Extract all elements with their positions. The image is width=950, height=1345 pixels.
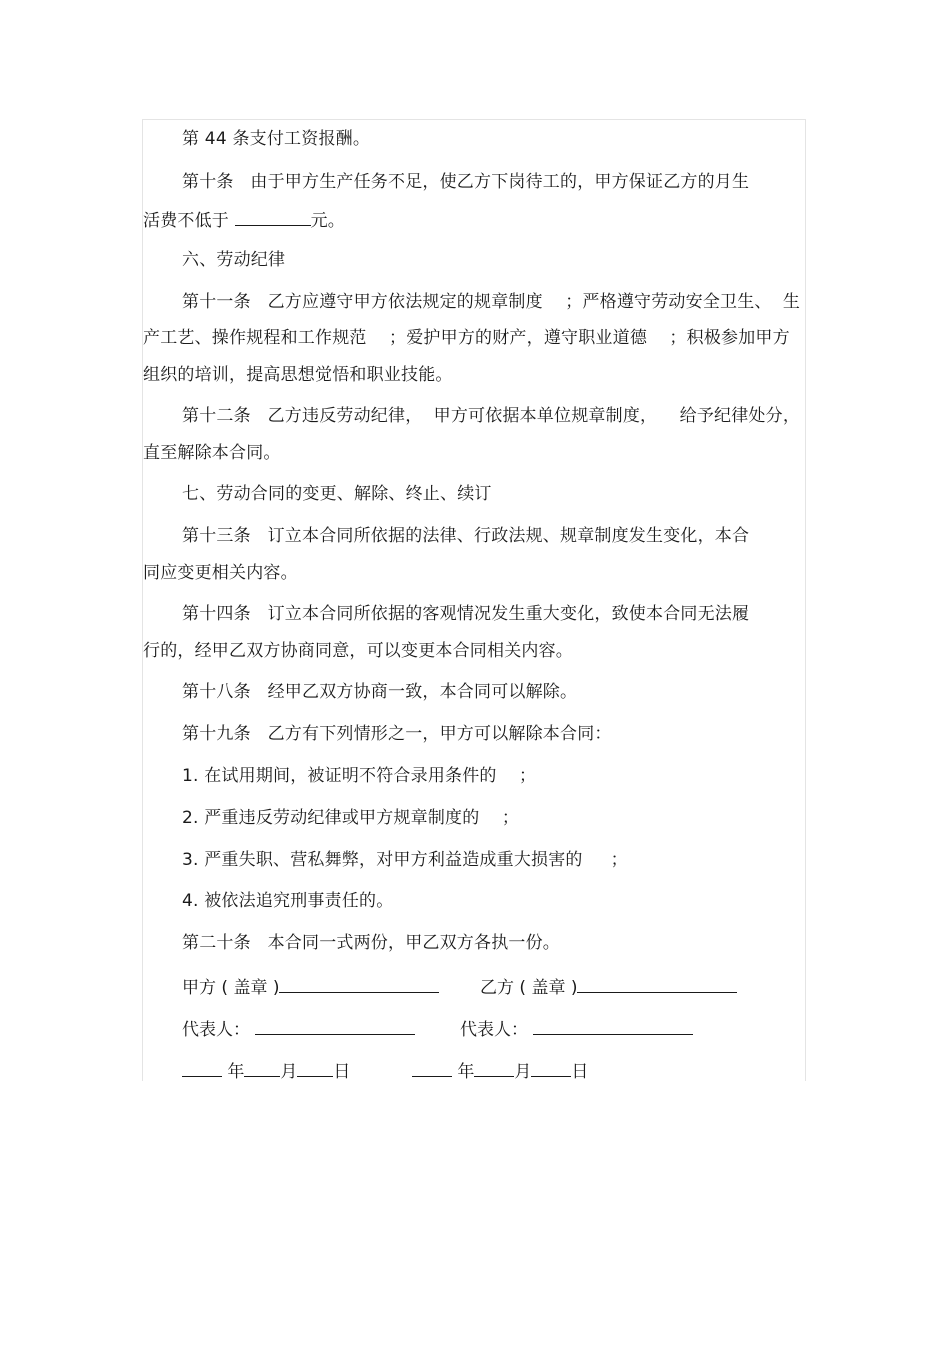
article-10-line-1: 第十条 由于甲方生产任务不足，使乙方下岗待工的，甲方保证乙方的月生 — [182, 172, 750, 192]
rep-a-label: 代表人： — [182, 1020, 250, 1040]
date-b-year-label: 年 — [457, 1062, 475, 1082]
rep-a-row — [182, 1017, 415, 1041]
article-19-line: 第十九条 乙方有下列情形之一，甲方可以解除本合同： — [182, 724, 612, 744]
date-b-month-blank — [474, 1059, 514, 1077]
article-11-line-3: 组织的培训，提高思想觉悟和职业技能。 — [143, 365, 453, 385]
rep-b-label: 代表人： — [460, 1020, 528, 1040]
date-b-row — [412, 1059, 588, 1083]
list-item-4: 4. 被依法追究刑事责任的。 — [182, 891, 394, 911]
date-a-month-blank — [244, 1059, 280, 1077]
section-7-heading: 七、劳动合同的变更、解除、终止、续订 — [182, 484, 492, 504]
date-a-row — [182, 1059, 350, 1083]
rep-a-blank — [255, 1017, 415, 1035]
yuan-unit: 元。 — [310, 211, 346, 231]
article-13-line-2: 同应变更相关内容。 — [143, 563, 298, 583]
date-b-year-blank — [412, 1059, 452, 1077]
party-b-seal-blank — [577, 975, 737, 993]
date-b-day-label: 日 — [571, 1062, 589, 1082]
article-10-line-2 — [143, 208, 345, 232]
article-13-line-1: 第十三条 订立本合同所依据的法律、行政法规、规章制度发生变化，本合 — [182, 526, 750, 546]
article-12-line-2: 直至解除本合同。 — [143, 443, 281, 463]
article-44-line: 第 44 条支付工资报酬。 — [182, 129, 371, 149]
date-a-day-blank — [297, 1059, 333, 1077]
rep-b-row — [460, 1017, 693, 1041]
date-a-day-label: 日 — [333, 1062, 351, 1082]
date-a-year-label: 年 — [227, 1062, 245, 1082]
list-item-1: 1. 在试用期间，被证明不符合录用条件的 ； — [182, 766, 537, 786]
list-item-2: 2. 严重违反劳动纪律或甲方规章制度的 ； — [182, 808, 520, 828]
section-6-heading: 六、劳动纪律 — [182, 250, 286, 270]
article-20-line: 第二十条 本合同一式两份，甲乙双方各执一份。 — [182, 933, 561, 953]
living-cost-label: 活费不低于 — [143, 211, 229, 231]
article-11-line-2: 产工艺、操作规程和工作规范 ；爱护甲方的财产，遵守职业道德 ；积极参加甲方 — [143, 328, 790, 348]
article-11-line-1: 第十一条 乙方应遵守甲方依法规定的规章制度 ；严格遵守劳动安全卫生、 生 — [182, 292, 801, 312]
date-a-month-label: 月 — [280, 1062, 298, 1082]
article-12-line-1: 第十二条 乙方违反劳动纪律， 甲方可依据本单位规章制度， 给予纪律处分， — [182, 406, 801, 426]
date-b-month-label: 月 — [514, 1062, 532, 1082]
party-b-seal-row — [480, 975, 737, 999]
date-b-day-blank — [531, 1059, 571, 1077]
party-a-seal-blank — [279, 975, 439, 993]
living-cost-blank — [235, 208, 311, 226]
party-b-label: 乙方 ( 盖章 ) — [480, 978, 578, 998]
party-a-label: 甲方 ( 盖章 ) — [182, 978, 280, 998]
party-a-seal-row — [182, 975, 439, 999]
article-14-line-2: 行的，经甲乙双方协商同意，可以变更本合同相关内容。 — [143, 641, 573, 661]
article-14-line-1: 第十四条 订立本合同所依据的客观情况发生重大变化，致使本合同无法履 — [182, 604, 750, 624]
rep-b-blank — [533, 1017, 693, 1035]
list-item-3: 3. 严重失职、营私舞弊，对甲方利益造成重大损害的 ； — [182, 850, 628, 870]
date-a-year-blank — [182, 1059, 222, 1077]
article-18-line: 第十八条 经甲乙双方协商一致，本合同可以解除。 — [182, 682, 578, 702]
